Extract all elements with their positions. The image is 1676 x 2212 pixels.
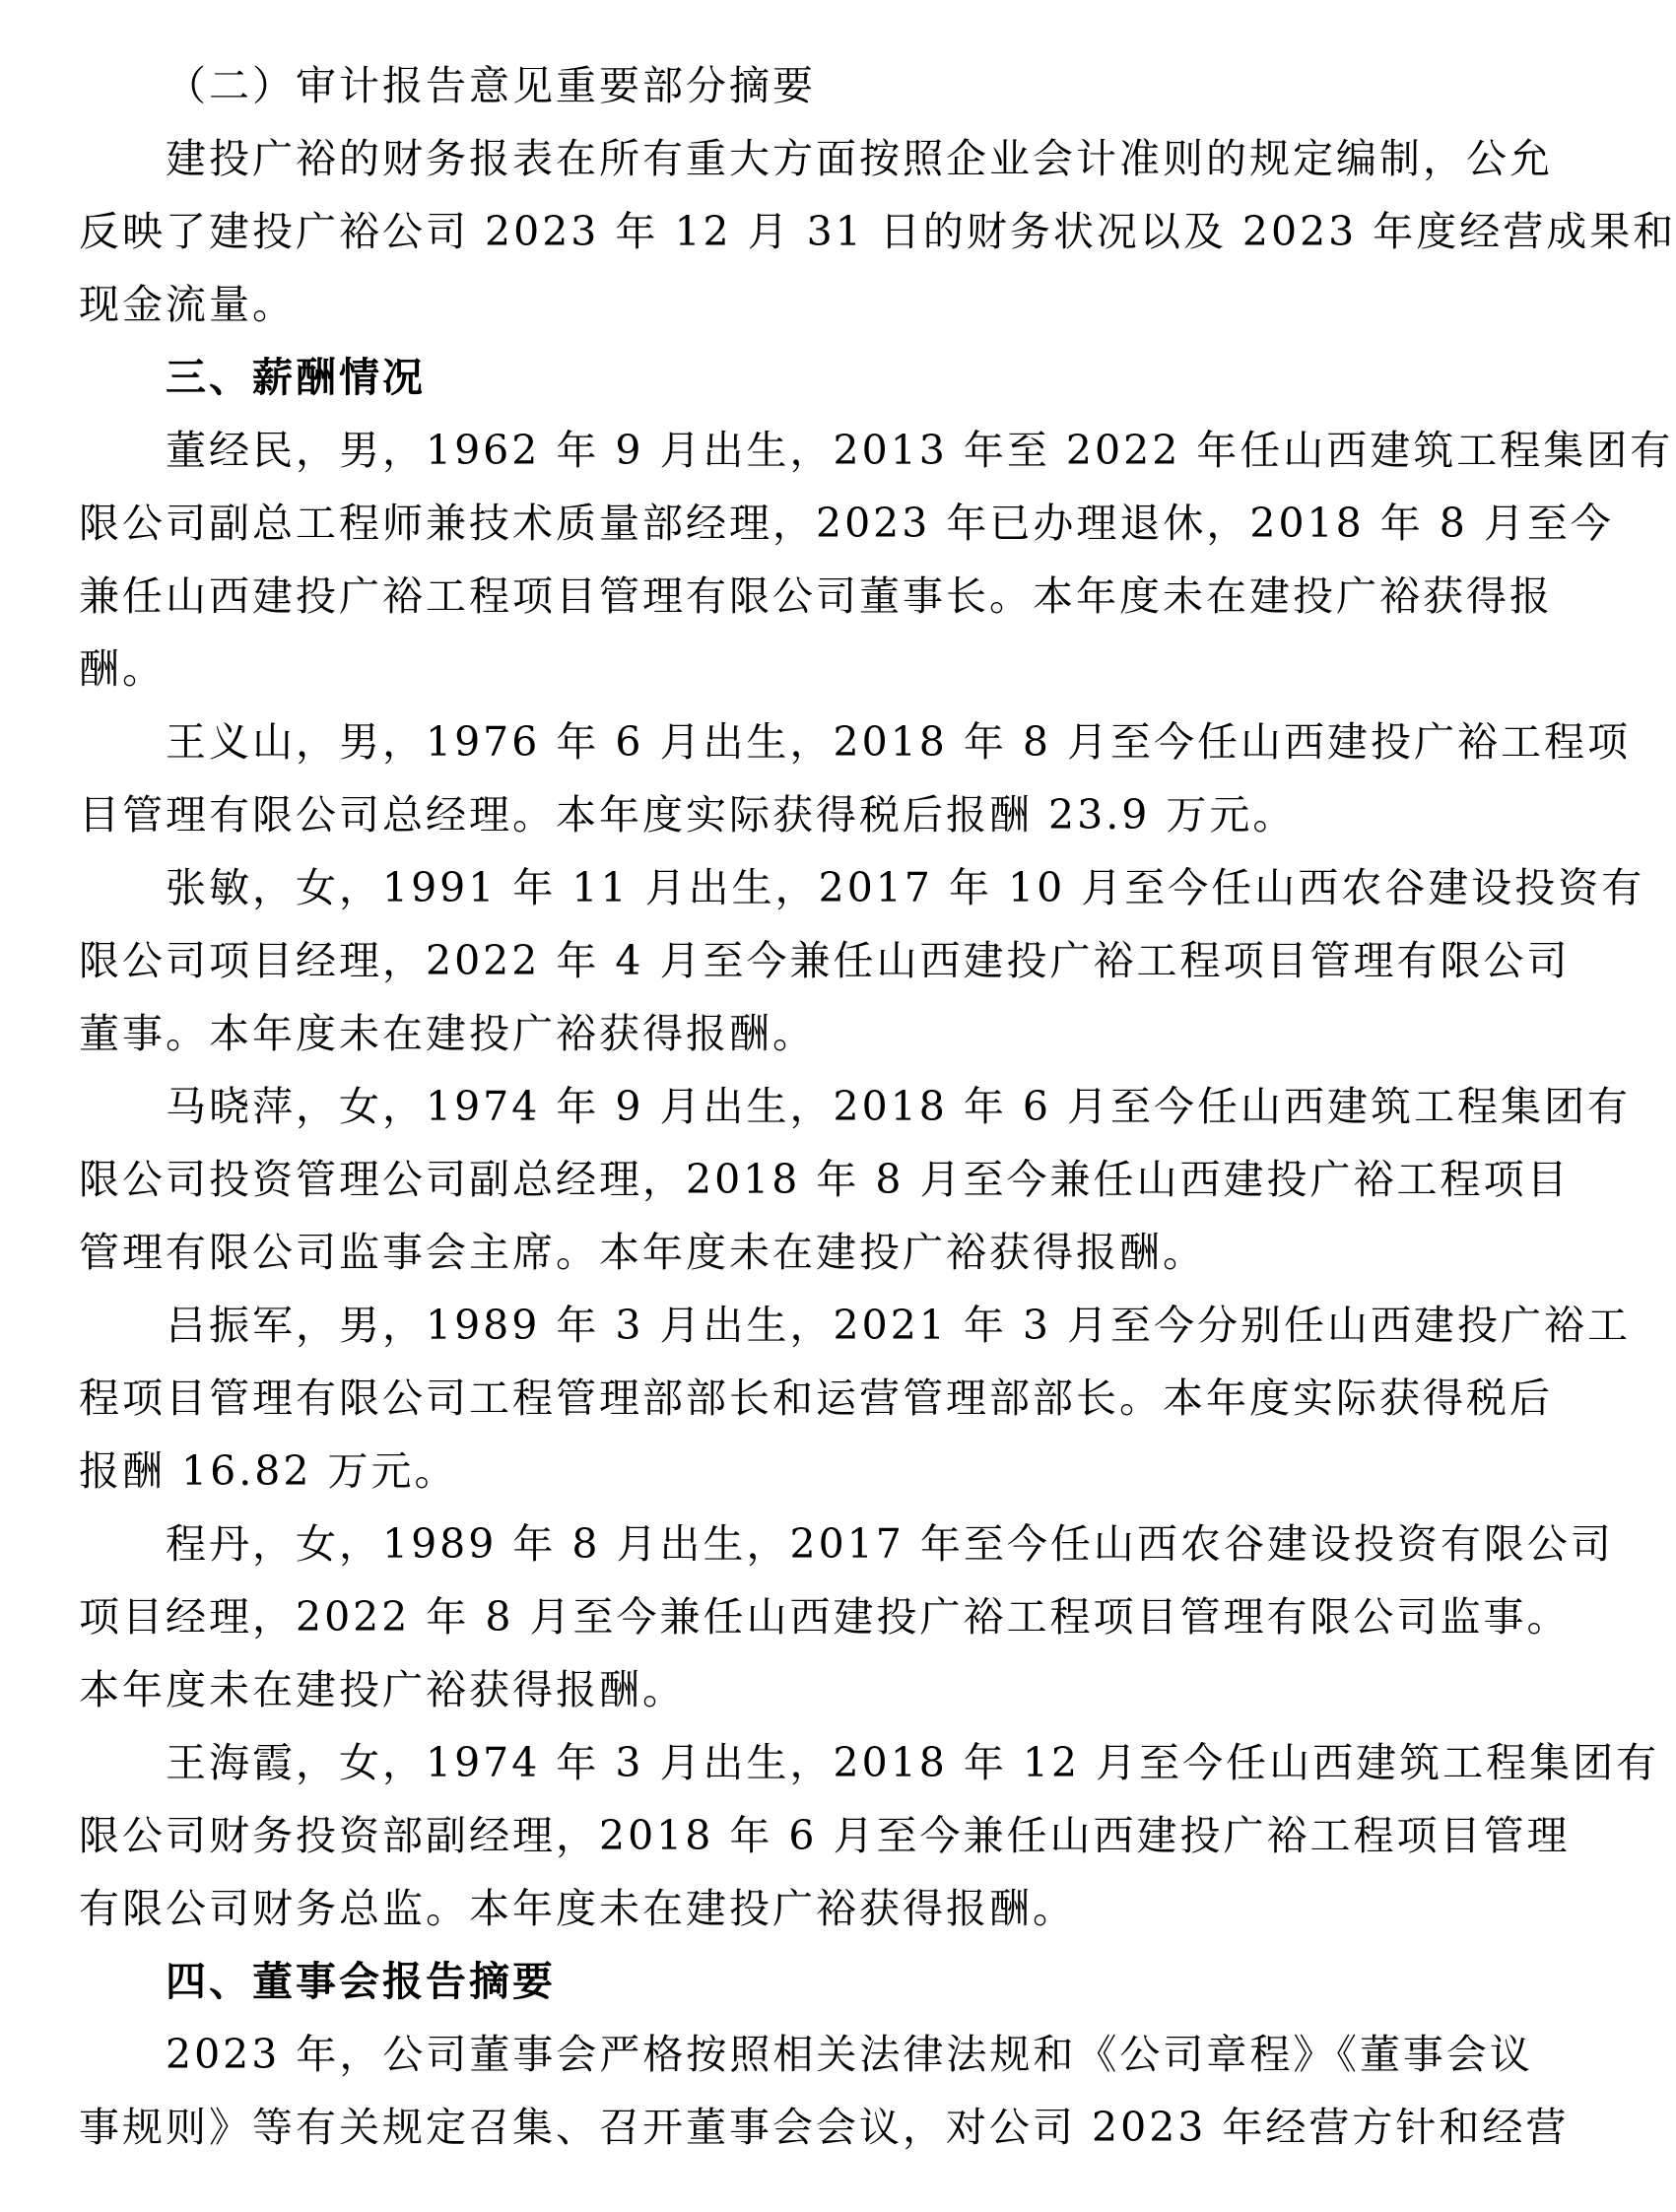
paragraph-line: 报酬 16.82 万元。: [79, 1447, 458, 1495]
paragraph-line: 项目经理，2022 年 8 月至今兼任山西建投广裕工程项目管理有限公司监事。: [79, 1593, 1571, 1641]
section-heading-board-report: 四、董事会报告摘要: [166, 1958, 556, 2005]
paragraph-line: 董事。本年度未在建投广裕获得报酬。: [79, 1010, 816, 1057]
paragraph: [79, 414, 1674, 705]
paragraph-line: 目管理有限公司总经理。本年度实际获得税后报酬 23.9 万元。: [79, 791, 1297, 838]
paragraph-line: 反映了建投广裕公司 2023 年 12 月 31 日的财务状况以及 2023 年度经营成果和: [79, 208, 1676, 255]
paragraph-line: 本年度未在建投广裕获得报酬。: [79, 1666, 686, 1713]
paragraph-line: 程项目管理有限公司工程管理部部长和运营管理部部长。本年度实际获得税后: [79, 1374, 1553, 1422]
paragraph: [79, 1289, 1632, 1508]
paragraph-line: 马晓萍，女，1974 年 9 月出生，2018 年 6 月至今任山西建筑工程集团有: [166, 1083, 1632, 1130]
section-heading-salary: 三、薪酬情况: [166, 354, 426, 401]
paragraph-line: 有限公司财务总监。本年度未在建投广裕获得报酬。: [79, 1885, 1076, 1932]
paragraph-line: 管理有限公司监事会主席。本年度未在建投广裕获得报酬。: [79, 1229, 1206, 1276]
paragraph-line: 兼任山西建投广裕工程项目管理有限公司董事长。本年度未在建投广裕获得报: [79, 572, 1553, 620]
document-page: [79, 49, 1676, 2164]
paragraph-line: 王义山，男，1976 年 6 月出生，2018 年 8 月至今任山西建投广裕工程项: [166, 718, 1632, 766]
paragraph-line: 酬。: [79, 645, 166, 693]
paragraph: [79, 2018, 1570, 2164]
paragraph: [79, 1070, 1632, 1289]
section-heading-audit-summary: （二）审计报告意见重要部分摘要: [166, 62, 816, 109]
paragraph-line: 现金流量。: [79, 281, 296, 328]
paragraph-line: 建投广裕的财务报表在所有重大方面按照企业会计准则的规定编制，公允: [166, 135, 1553, 182]
paragraph-line: 限公司副总工程师兼技术质量部经理，2023 年已办理退休，2018 年 8 月至今: [79, 500, 1614, 547]
paragraph-line: 2023 年，公司董事会严格按照相关法律法规和《公司章程》《董事会议: [166, 2031, 1533, 2078]
paragraph-line: 王海霞，女，1974 年 3 月出生，2018 年 12 月至今任山西建筑工程集团有: [166, 1739, 1660, 1786]
paragraph-line: 事规则》等有关规定召集、召开董事会会议，对公司 2023 年经营方针和经营: [79, 2104, 1570, 2151]
paragraph: [79, 1726, 1660, 1945]
paragraph-line: 限公司投资管理公司副总经理，2018 年 8 月至今兼任山西建投广裕工程项目: [79, 1156, 1571, 1203]
paragraph: [79, 122, 1676, 341]
paragraph-line: 董经民，男，1962 年 9 月出生，2013 年至 2022 年任山西建筑工程集团有: [166, 427, 1674, 474]
paragraph-line: 限公司财务投资部副经理，2018 年 6 月至今兼任山西建投广裕工程项目管理: [79, 1812, 1571, 1859]
paragraph: [79, 851, 1645, 1070]
paragraph-line: 吕振军，男，1989 年 3 月出生，2021 年 3 月至今分别任山西建投广裕工: [166, 1302, 1632, 1349]
paragraph: [79, 1508, 1614, 1726]
paragraph: [79, 705, 1632, 851]
paragraph-line: 程丹，女，1989 年 8 月出生，2017 年至今任山西农谷建设投资有限公司: [166, 1520, 1614, 1568]
paragraph-line: 限公司项目经理，2022 年 4 月至今兼任山西建投广裕工程项目管理有限公司: [79, 937, 1571, 984]
paragraph-line: 张敏，女，1991 年 11 月出生，2017 年 10 月至今任山西农谷建设投资有: [166, 864, 1645, 911]
